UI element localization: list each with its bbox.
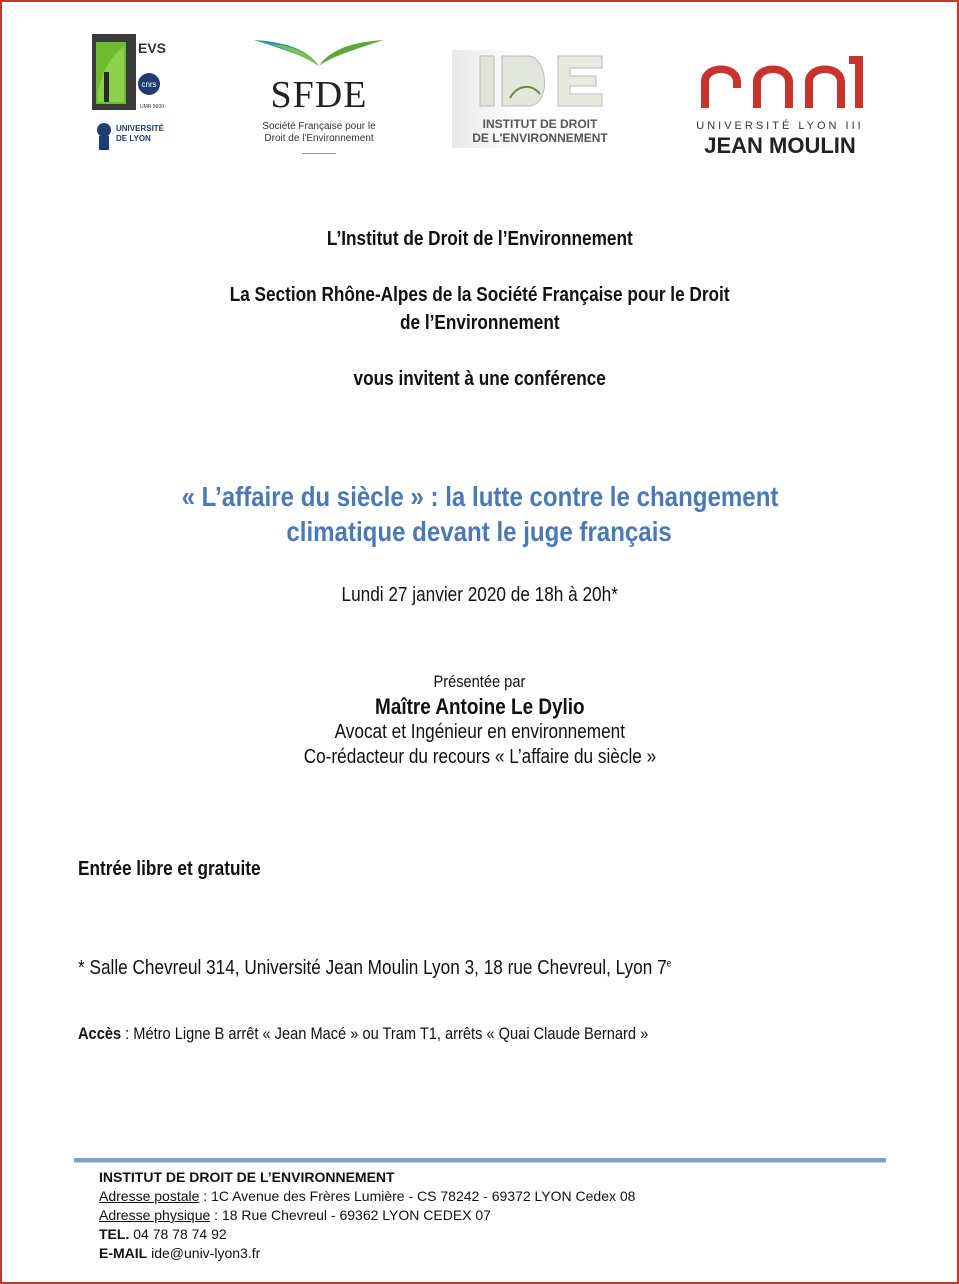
section-heading-line2: de l’Environnement: [399, 312, 560, 334]
footer-divider: [74, 1158, 886, 1163]
ujm-arch-icon: [695, 52, 865, 110]
sfde-underline: [302, 153, 336, 154]
svg-text:EVS: EVS: [138, 40, 167, 56]
sfde-line1: Société Française pour le: [262, 121, 376, 132]
physical-value: : 18 Rue Chevreul - 69362 LYON CEDEX 07: [210, 1207, 491, 1223]
sfde-title: SFDE: [270, 74, 368, 116]
jean-moulin-logo: [690, 52, 870, 156]
physical-label: Adresse physique: [99, 1207, 211, 1223]
svg-text:UMR 5600: UMR 5600: [140, 104, 164, 110]
invite-line: vous invitent à une conférence: [353, 368, 606, 390]
presented-by: Présentée par: [433, 672, 526, 691]
speaker-role1: Avocat et Ingénieur en environnement: [334, 721, 625, 743]
conference-title-line1: « L’affaire du siècle » : la lutte contre le changement: [181, 481, 778, 512]
tel-value: 04 78 78 74 92: [129, 1226, 227, 1242]
svg-text:cnrs: cnrs: [141, 80, 157, 89]
ide-line2: DE L'ENVIRONNEMENT: [472, 131, 608, 145]
ide-line1: INSTITUT DE DROIT: [482, 117, 598, 131]
evs-logo: [90, 32, 172, 156]
access-label: Accès: [78, 1024, 122, 1043]
location-line: [78, 957, 671, 980]
postal-value: : 1C Avenue des Frères Lumière - CS 78242 - 69372 LYON Cedex 08: [199, 1188, 636, 1204]
ujm-line1: UNIVERSITÉ LYON III: [696, 120, 864, 132]
speaker-name: Maître Antoine Le Dylio: [374, 694, 585, 719]
access-line: [78, 1024, 648, 1044]
event-date: Lundi 27 janvier 2020 de 18h à 20h*: [341, 584, 618, 606]
institute-heading: L’Institut de Droit de l’Environnement: [326, 228, 633, 250]
sfde-line2: Droit de l'Environnement: [264, 133, 374, 144]
speaker-role2: Co-rédacteur du recours « L’affaire du siècle »: [303, 746, 656, 768]
email-value[interactable]: ide@univ-lyon3.fr: [147, 1245, 261, 1261]
location-sup: e: [666, 958, 672, 970]
ujm-line2: JEAN MOULIN: [704, 133, 856, 158]
conference-title-line2: climatique devant le juge français: [286, 516, 673, 547]
ide-letters-icon: [452, 50, 628, 112]
footer-contact: [99, 1168, 635, 1263]
postal-label: Adresse postale: [99, 1188, 200, 1204]
footer-org: INSTITUT DE DROIT DE L’ENVIRONNEMENT: [99, 1169, 395, 1185]
evs-building-icon: [90, 32, 172, 156]
sfde-logo: [250, 36, 388, 154]
section-heading-line1: La Section Rhône-Alpes de la Société Française pour le Droit: [229, 284, 730, 306]
svg-text:DE LYON: DE LYON: [116, 134, 151, 143]
email-label: E-MAIL: [99, 1245, 148, 1261]
tel-label: TEL.: [99, 1226, 130, 1242]
location-text: * Salle Chevreul 314, Université Jean Moulin Lyon 3, 18 rue Chevreul, Lyon 7: [78, 957, 667, 979]
entry-note: Entrée libre et gratuite: [78, 858, 261, 880]
access-text: : Métro Ligne B arrêt « Jean Macé » ou Tram T1, arrêts « Quai Claude Bernard »: [121, 1024, 649, 1043]
ide-logo: [452, 50, 628, 148]
svg-text:UNIVERSITÉ: UNIVERSITÉ: [116, 124, 165, 133]
logo-strip: [0, 28, 959, 158]
sfde-leaf-icon: [250, 36, 388, 70]
